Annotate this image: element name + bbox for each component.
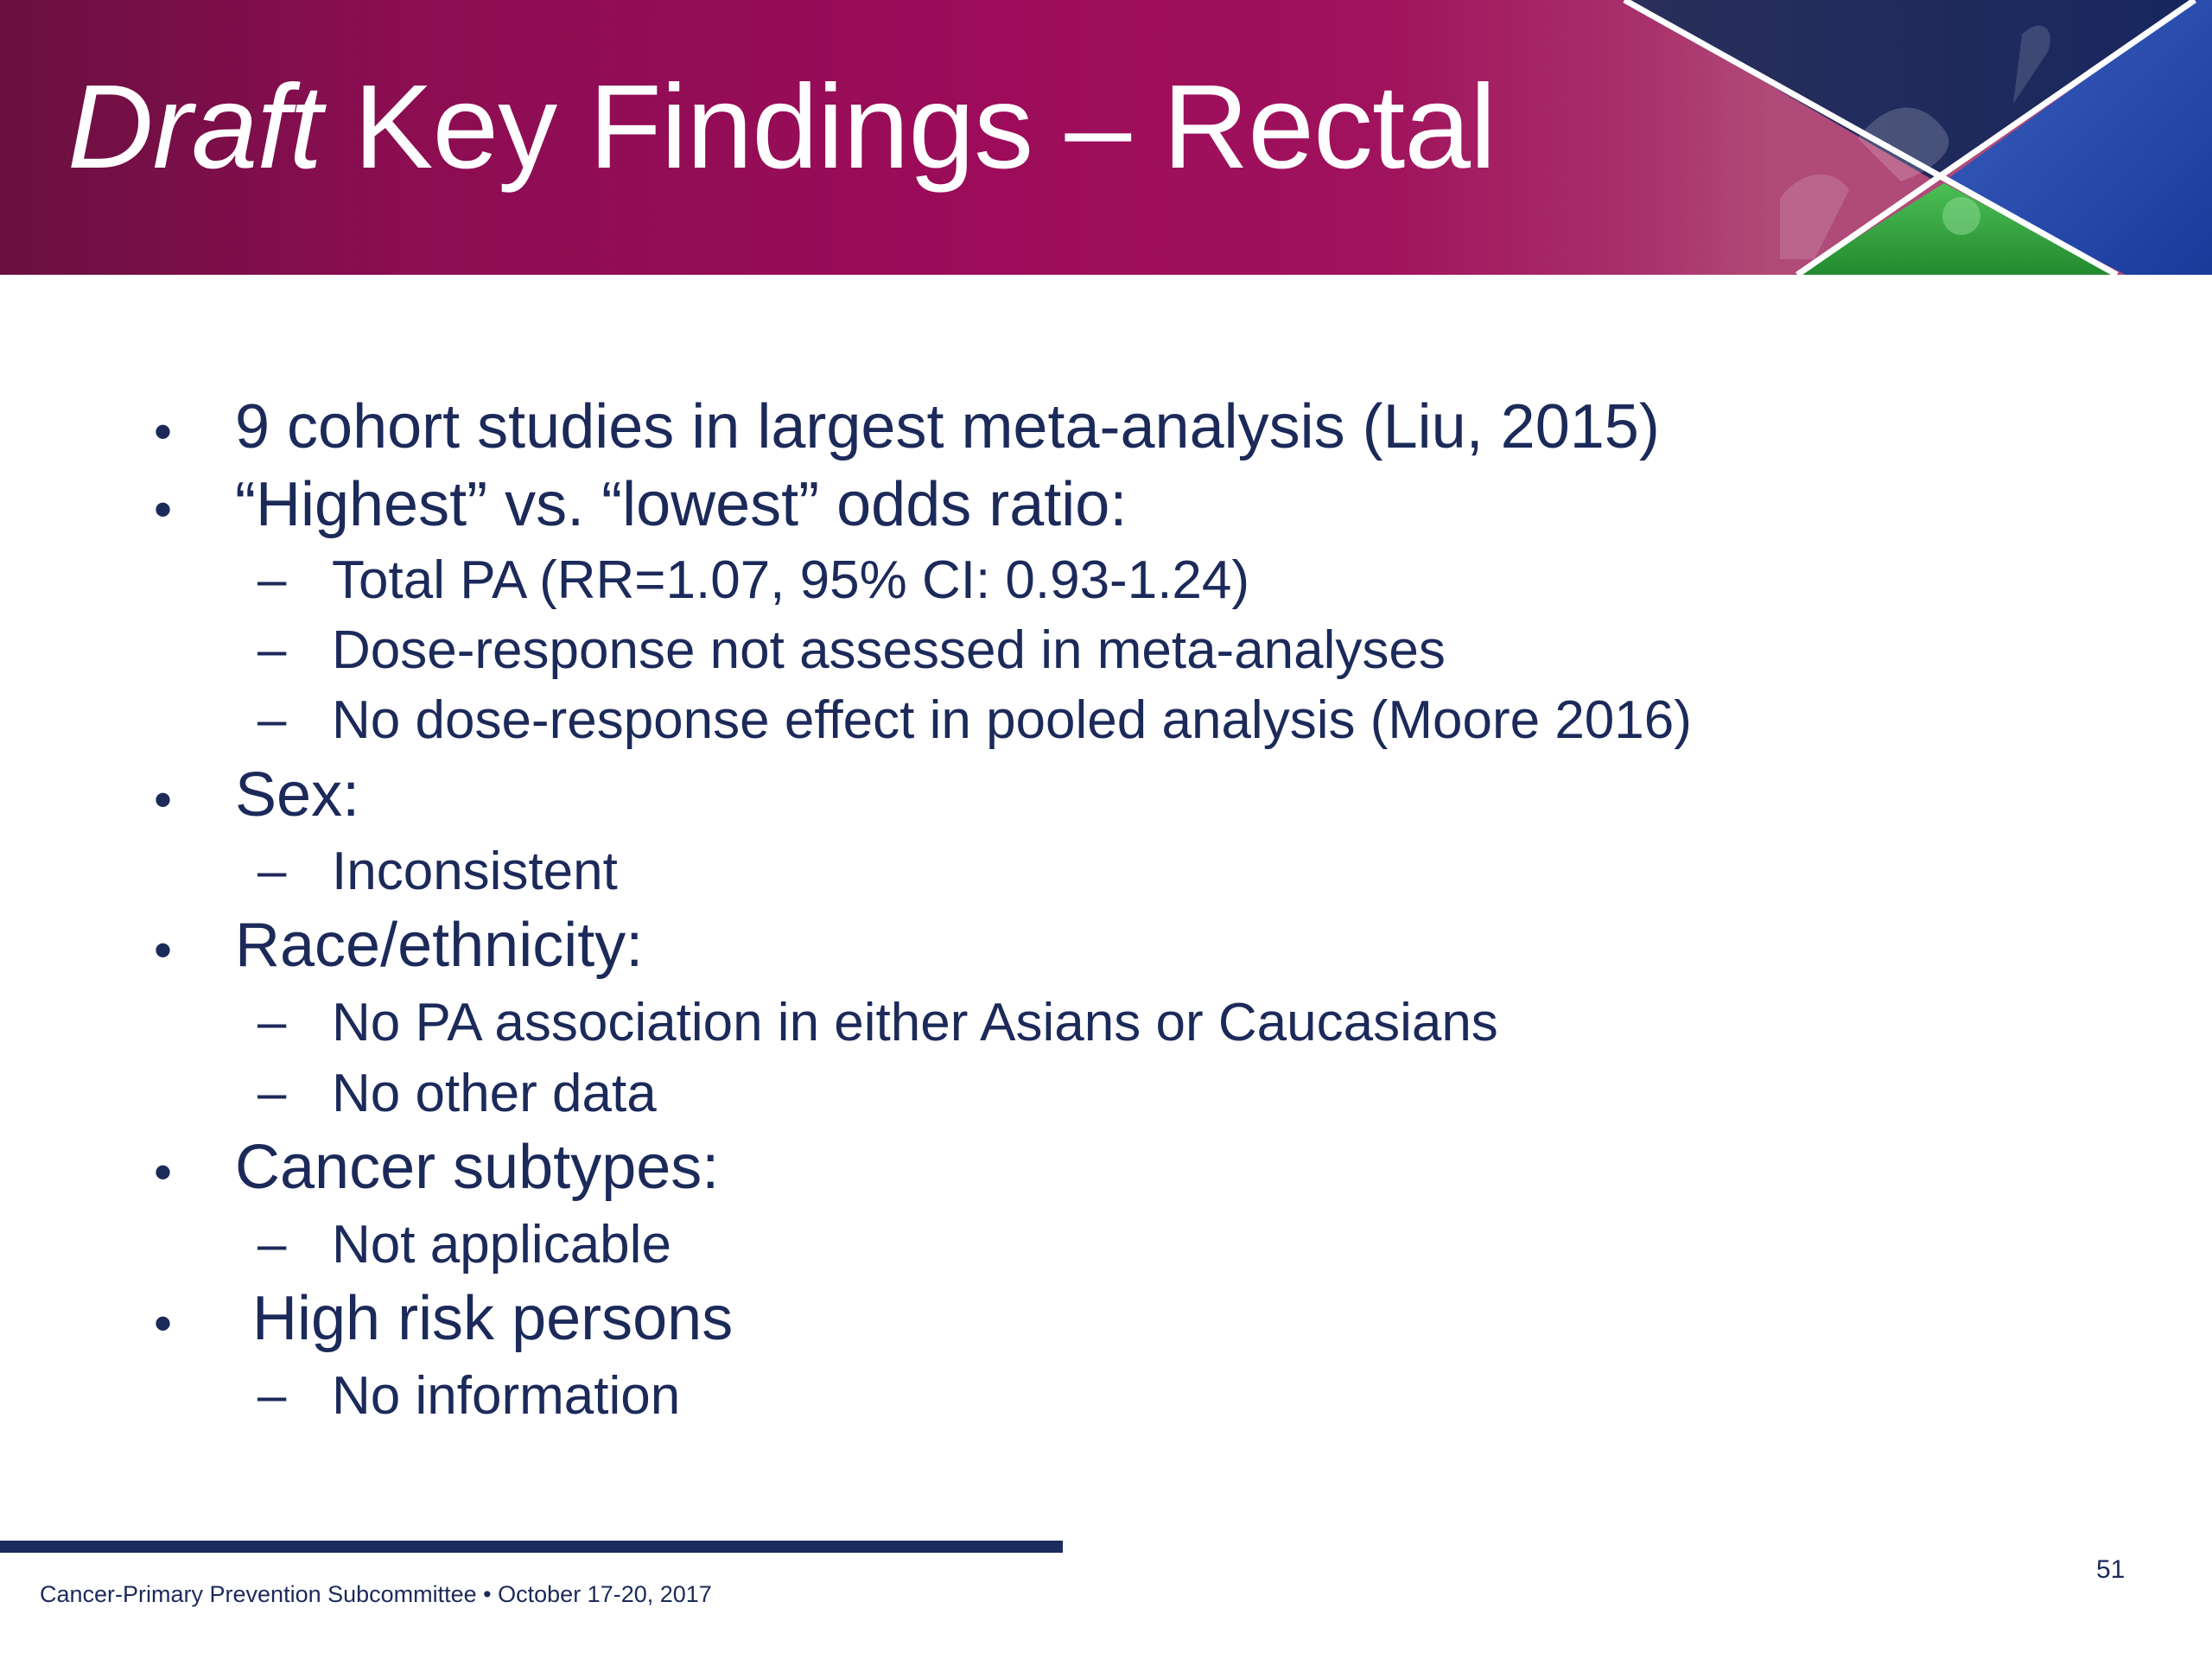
bullet-item: Cancer subtypes:	[235, 1133, 720, 1202]
sub-bullet-item: No information	[332, 1366, 681, 1426]
dash-marker: –	[257, 690, 287, 748]
bullet-marker: •	[154, 480, 173, 538]
dash-marker: –	[257, 1366, 287, 1424]
page-number: 51	[2096, 1555, 2126, 1584]
sub-bullet-item: Total PA (RR=1.07, 95% CI: 0.93-1.24)	[332, 550, 1250, 610]
title-text: Key Findings – Rectal	[321, 60, 1496, 194]
dash-marker: –	[257, 1064, 287, 1122]
bullet-item: “Highest” vs. “lowest” odds ratio:	[235, 470, 1128, 539]
sub-bullet-item: Dose-response not assessed in meta-analyses	[332, 620, 1446, 680]
dash-marker: –	[257, 993, 287, 1051]
sub-bullet-item: No other data	[332, 1064, 657, 1123]
bullet-item: Sex:	[235, 760, 360, 830]
bullet-item: 9 cohort studies in largest meta-analysis (Liu, 2015)	[235, 392, 1660, 461]
sub-bullet-item: Not applicable	[332, 1215, 671, 1274]
footer-text: Cancer-Primary Prevention Subcommittee • October 17-20, 2017	[40, 1581, 712, 1607]
sub-bullet-item: No PA association in either Asians or Caucasians	[332, 993, 1498, 1052]
bullet-marker: •	[154, 1294, 173, 1352]
bullet-marker: •	[154, 1143, 173, 1201]
dash-marker: –	[257, 620, 287, 678]
dash-marker: –	[257, 842, 287, 899]
dash-marker: –	[257, 550, 287, 608]
dash-marker: –	[257, 1215, 287, 1273]
title-emphasis: Draft	[67, 60, 322, 194]
bullet-item: Race/ethnicity:	[235, 911, 644, 980]
bullet-marker: •	[154, 403, 173, 461]
sub-bullet-item: No dose-response effect in pooled analysis (Moore 2016)	[332, 690, 1692, 750]
bullet-marker: •	[154, 771, 173, 829]
sub-bullet-item: Inconsistent	[332, 842, 618, 901]
bullet-marker: •	[154, 921, 173, 979]
bullet-item: High risk persons	[235, 1284, 734, 1353]
footer-divider	[0, 1541, 1063, 1553]
